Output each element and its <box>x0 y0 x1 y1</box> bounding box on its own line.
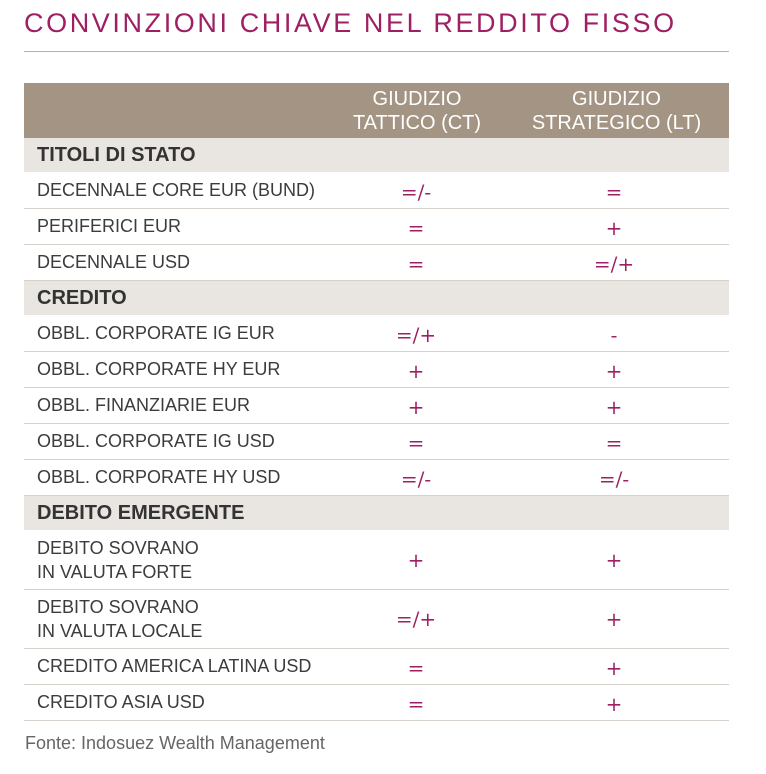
tactical-value: = <box>407 252 425 276</box>
row-label <box>37 429 275 453</box>
table-row <box>24 245 729 281</box>
table-row <box>24 424 729 460</box>
table-body <box>24 138 729 721</box>
table-row <box>24 388 729 424</box>
strategic-value: + <box>605 395 623 419</box>
row-label-line: IN VALUTA FORTE <box>37 562 193 582</box>
row-label <box>37 465 280 489</box>
title-divider <box>24 51 729 52</box>
row-label <box>37 393 250 417</box>
tactical-value: = <box>407 692 425 716</box>
strategic-value: + <box>605 692 623 716</box>
header-strategic <box>519 87 714 135</box>
row-label <box>37 321 275 345</box>
tactical-value: =/+ <box>395 607 437 631</box>
section-header: DEBITO EMERGENTE <box>24 496 729 531</box>
header-tactical-line2: TATTICO (CT) <box>352 112 482 134</box>
header-strategic-line2: STRATEGICO (LT) <box>531 112 702 134</box>
tactical-value: = <box>407 431 425 455</box>
header-strategic-line1: GIUDIZIO <box>572 88 661 110</box>
table-row <box>24 685 729 721</box>
table-row <box>24 352 729 388</box>
row-label-line: OBBL. CORPORATE HY USD <box>37 467 281 487</box>
header-tactical-line1: GIUDIZIO <box>372 88 462 110</box>
strategic-value: + <box>605 359 623 383</box>
row-label-line: DECENNALE USD <box>37 252 191 272</box>
table-row <box>24 209 729 245</box>
tactical-value: + <box>407 395 425 419</box>
table-header <box>24 83 729 138</box>
row-label-line: OBBL. CORPORATE IG EUR <box>37 323 275 343</box>
strategic-value: =/+ <box>593 252 635 276</box>
table-row <box>24 173 729 209</box>
section-header: TITOLI DI STATO <box>24 138 729 173</box>
row-label-line: CREDITO AMERICA LATINA USD <box>37 656 312 676</box>
header-tactical <box>342 87 492 135</box>
strategic-value: + <box>605 216 623 240</box>
row-label-line: DEBITO SOVRANO <box>37 597 199 617</box>
row-label-line: PERIFERICI EUR <box>37 216 182 236</box>
tactical-value: =/- <box>400 180 432 204</box>
strategic-value: + <box>605 607 623 631</box>
tactical-value: = <box>407 216 425 240</box>
tactical-value: + <box>407 548 425 572</box>
row-label <box>37 690 205 714</box>
strategic-value: = <box>605 431 623 455</box>
table-row <box>24 531 729 590</box>
row-label <box>37 654 311 678</box>
tactical-value: + <box>407 359 425 383</box>
row-label <box>37 536 199 584</box>
row-label <box>37 357 280 381</box>
section-header: CREDITO <box>24 281 729 316</box>
table-row <box>24 649 729 685</box>
table-row <box>24 316 729 352</box>
page-title: CONVINZIONI CHIAVE NEL REDDITO FISSO <box>24 8 677 38</box>
source-note: Fonte: Indosuez Wealth Management <box>25 733 325 753</box>
row-label-line: OBBL. CORPORATE HY EUR <box>37 359 281 379</box>
convictions-table <box>24 83 729 721</box>
strategic-value: = <box>605 180 623 204</box>
row-label-line: DECENNALE CORE EUR (BUND) <box>37 180 316 200</box>
strategic-value: + <box>605 548 623 572</box>
row-label-line: IN VALUTA LOCALE <box>37 621 203 641</box>
tactical-value: =/+ <box>395 323 437 347</box>
strategic-value: + <box>605 656 623 680</box>
row-label-line: OBBL. FINANZIARIE EUR <box>37 395 251 415</box>
tactical-value: = <box>407 656 425 680</box>
row-label <box>37 178 315 202</box>
row-label <box>37 595 202 643</box>
tactical-value: =/- <box>400 467 432 491</box>
strategic-value: - <box>610 323 618 347</box>
row-label <box>37 250 190 274</box>
row-label-line: OBBL. CORPORATE IG USD <box>37 431 275 451</box>
table-row <box>24 460 729 496</box>
table-row <box>24 590 729 649</box>
row-label-line: DEBITO SOVRANO <box>37 538 199 558</box>
row-label <box>37 214 181 238</box>
strategic-value: =/- <box>598 467 630 491</box>
row-label-line: CREDITO ASIA USD <box>37 692 205 712</box>
